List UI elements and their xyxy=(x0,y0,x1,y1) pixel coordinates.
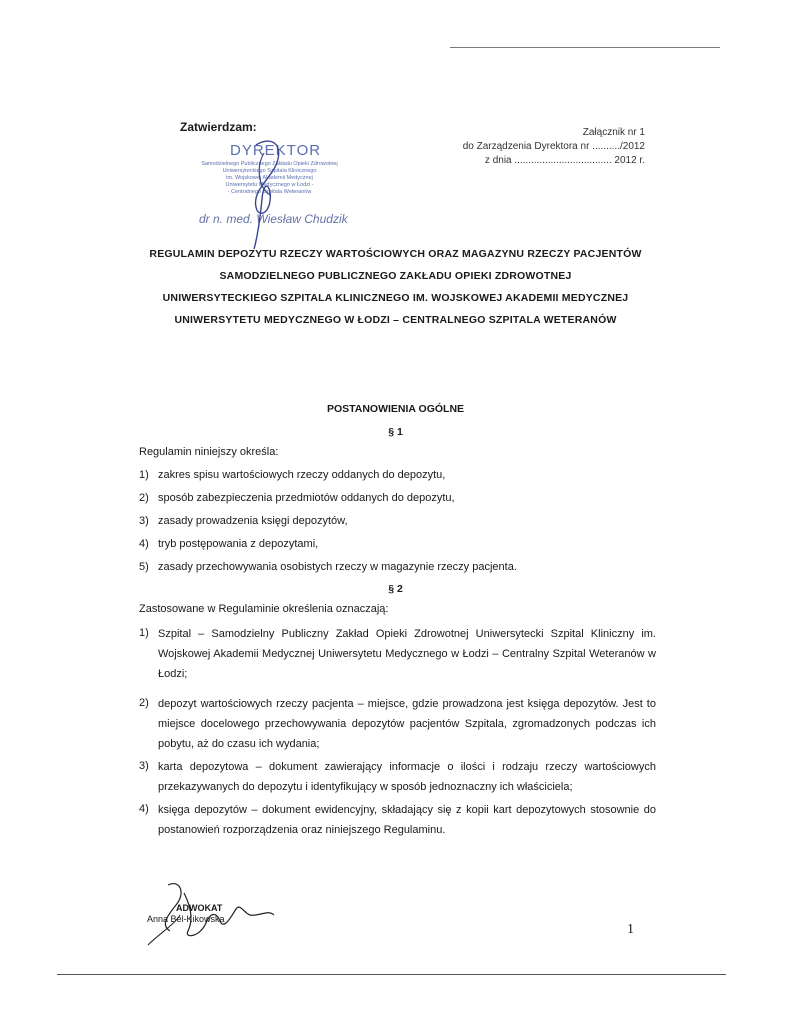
list-2-item: depozyt wartościowych rzeczy pacjenta – miejsce, gdzie prowadzona jest księga depozytów. Jest to miejsce docelowego przechowywania depozytów pacjentów Szpitala, zgromadzonych podczas ich pobytu, aż do czasu ich wydania; xyxy=(158,698,656,750)
list-1-item: zasady prowadzenia księgi depozytów, xyxy=(158,515,348,527)
top-rule xyxy=(450,47,720,48)
list-2-number: 2) xyxy=(139,697,149,709)
page-number: 1 xyxy=(627,922,634,937)
list-1-item: tryb postępowania z depozytami, xyxy=(158,538,319,550)
stamp-line-1: Samodzielnego Publicznego Zakładu Opieki Zdrowotnej xyxy=(201,161,338,167)
paragraph-1-intro: Regulamin niniejszy określa: xyxy=(139,446,279,458)
director-signature-icon xyxy=(234,137,314,257)
stamp-line-3: im. Wojskowej Akademii Medycznej xyxy=(226,175,313,181)
list-1-number: 4) xyxy=(139,538,149,550)
advocate-name: Anna Bel-Kikowska xyxy=(147,914,225,924)
list-1-number: 5) xyxy=(139,561,149,573)
stamp-title: DYREKTOR xyxy=(230,142,322,159)
list-1-number: 2) xyxy=(139,492,149,504)
annex-line-3: z dnia ................................... 2012 r. xyxy=(484,155,645,166)
advocate-label: ADWOKAT xyxy=(176,903,223,913)
approval-label: Zatwierdzam: xyxy=(180,120,257,134)
document-title-line-4: UNIWERSYTETU MEDYCZNEGO W ŁODZI – CENTRALNEGO SZPITALA WETERANÓW xyxy=(174,314,617,326)
list-1-number: 1) xyxy=(139,469,149,481)
document-title-line-1: REGULAMIN DEPOZYTU RZECZY WARTOŚCIOWYCH ORAZ MAGAZYNU RZECZY PACJENTÓW xyxy=(149,248,642,260)
annex-line-1: Załącznik nr 1 xyxy=(582,127,645,138)
list-2-item: karta depozytowa – dokument zawierający informacje o ilości i rodzaju rzeczy wartościowych przekazywanych do depozytu i identyfikujący w sposób jednoznaczny ich właściciela; xyxy=(158,761,656,793)
paragraph-1-mark: § 1 xyxy=(388,426,403,438)
list-1-item: zakres spisu wartościowych rzeczy oddanych do depozytu, xyxy=(158,469,446,481)
list-1-item: sposób zabezpieczenia przedmiotów oddanych do depozytu, xyxy=(158,492,455,504)
stamp-line-4: Uniwersytetu Medycznego w Łodzi - xyxy=(225,182,314,188)
paragraph-2-mark: § 2 xyxy=(388,583,403,595)
list-1-number: 3) xyxy=(139,515,149,527)
list-2-item: Szpital – Samodzielny Publiczny Zakład Opieki Zdrowotnej Uniwersytecki Szpital Kliniczny im. Wojskowej Akademii Medycznej Uniwersytetu Medycznego w Łodzi – Centralny Szpital Weteranów w Łodzi; xyxy=(158,628,656,680)
stamp-line-2: Uniwersyteckiego Szpitala Klinicznego xyxy=(222,168,317,174)
list-1-item: zasady przechowywania osobistych rzeczy w magazynie rzeczy pacjenta. xyxy=(158,561,517,573)
list-2-number: 4) xyxy=(139,803,149,815)
list-2-number: 1) xyxy=(139,627,149,639)
document-title-line-2: SAMODZIELNEGO PUBLICZNEGO ZAKŁADU OPIEKI ZDROWOTNEJ xyxy=(219,270,572,282)
stamp-signer: dr n. med. Wiesław Chudzik xyxy=(199,212,348,226)
list-2-item: księga depozytów – dokument ewidencyjny, składający się z kopii kart depozytowych stosownie do postanowień rozporządzenia oraz niniejszego Regulaminu. xyxy=(158,804,656,836)
section-heading: POSTANOWIENIA OGÓLNE xyxy=(326,403,465,415)
stamp-line-5: - Centralnego Szpitala Weteranów xyxy=(227,189,312,195)
paragraph-2-intro: Zastosowane w Regulaminie określenia oznaczają: xyxy=(139,603,389,615)
bottom-rule xyxy=(57,974,726,975)
annex-line-2: do Zarządzenia Dyrektora nr ........../2012 xyxy=(462,141,645,152)
document-title-line-3: UNIWERSYTECKIEGO SZPITALA KLINICZNEGO IM. WOJSKOWEJ AKADEMII MEDYCZNEJ xyxy=(162,292,629,304)
list-2-number: 3) xyxy=(139,760,149,772)
